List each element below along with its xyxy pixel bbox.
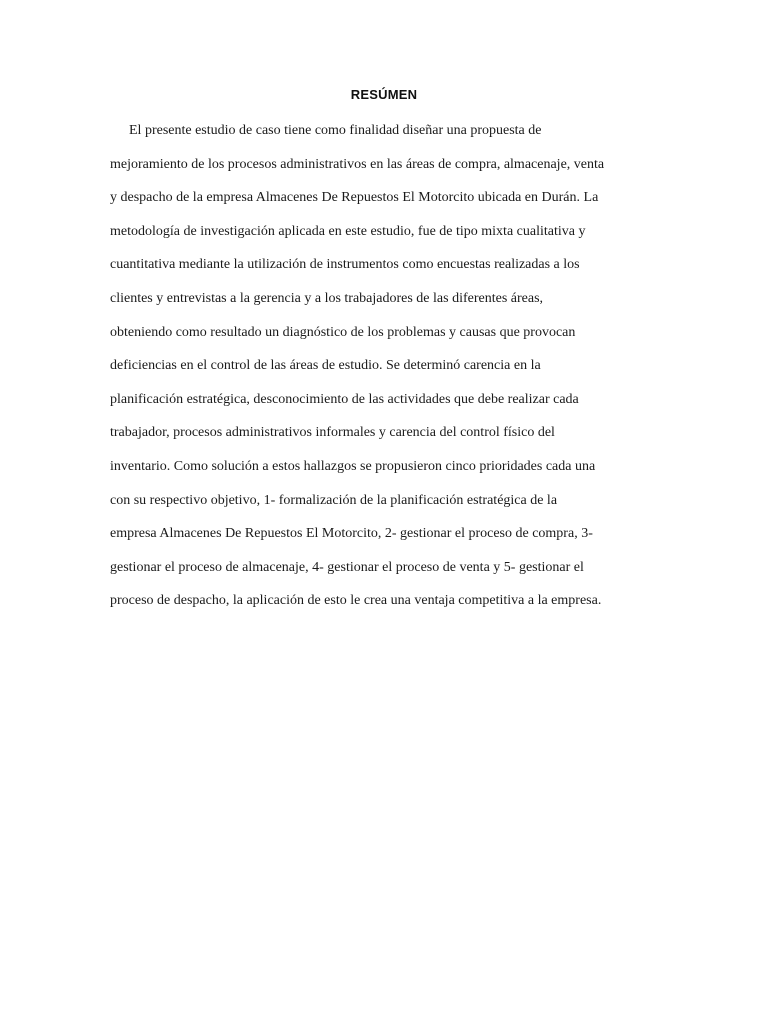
paragraph-line: metodología de investigación aplicada en este estudio, fue de tipo mixta cualitativa y (110, 223, 586, 239)
paragraph-line: obteniendo como resultado un diagnóstico de los problemas y causas que provocan (110, 324, 576, 340)
paragraph-line: mejoramiento de los procesos administrativos en las áreas de compra, almacenaje, venta (110, 156, 605, 172)
paragraph-line: planificación estratégica, desconocimiento de las actividades que debe realizar cada (110, 391, 579, 407)
paragraph-line: clientes y entrevistas a la gerencia y a los trabajadores de las diferentes áreas, (110, 290, 544, 306)
paragraph-line: deficiencias en el control de las áreas de estudio. Se determinó carencia en la (110, 358, 541, 374)
paragraph-line: empresa Almacenes De Repuestos El Motorcito, 2- gestionar el proceso de compra, 3- (110, 526, 593, 542)
paragraph-line: cuantitativa mediante la utilización de instrumentos como encuestas realizadas a los (110, 257, 580, 273)
paragraph-line: trabajador, procesos administrativos informales y carencia del control físico del (110, 425, 555, 441)
paragraph-line: y despacho de la empresa Almacenes De Repuestos El Motorcito ubicada en Durán. La (110, 190, 599, 206)
document-title: RESÚMEN (350, 87, 418, 102)
paragraph-line: gestionar el proceso de almacenaje, 4- gestionar el proceso de venta y 5- gestionar el (110, 559, 584, 575)
paragraph-line: inventario. Como solución a estos hallazgos se propusieron cinco prioridades cada una (110, 458, 596, 474)
paragraph-line: con su respectivo objetivo, 1- formalización de la planificación estratégica de la (110, 492, 558, 508)
paragraph-line: El presente estudio de caso tiene como finalidad diseñar una propuesta de (129, 123, 542, 138)
abstract-paragraph (110, 119, 670, 623)
paragraph-line: proceso de despacho, la aplicación de esto le crea una ventaja competitiva a la empresa. (110, 593, 602, 609)
